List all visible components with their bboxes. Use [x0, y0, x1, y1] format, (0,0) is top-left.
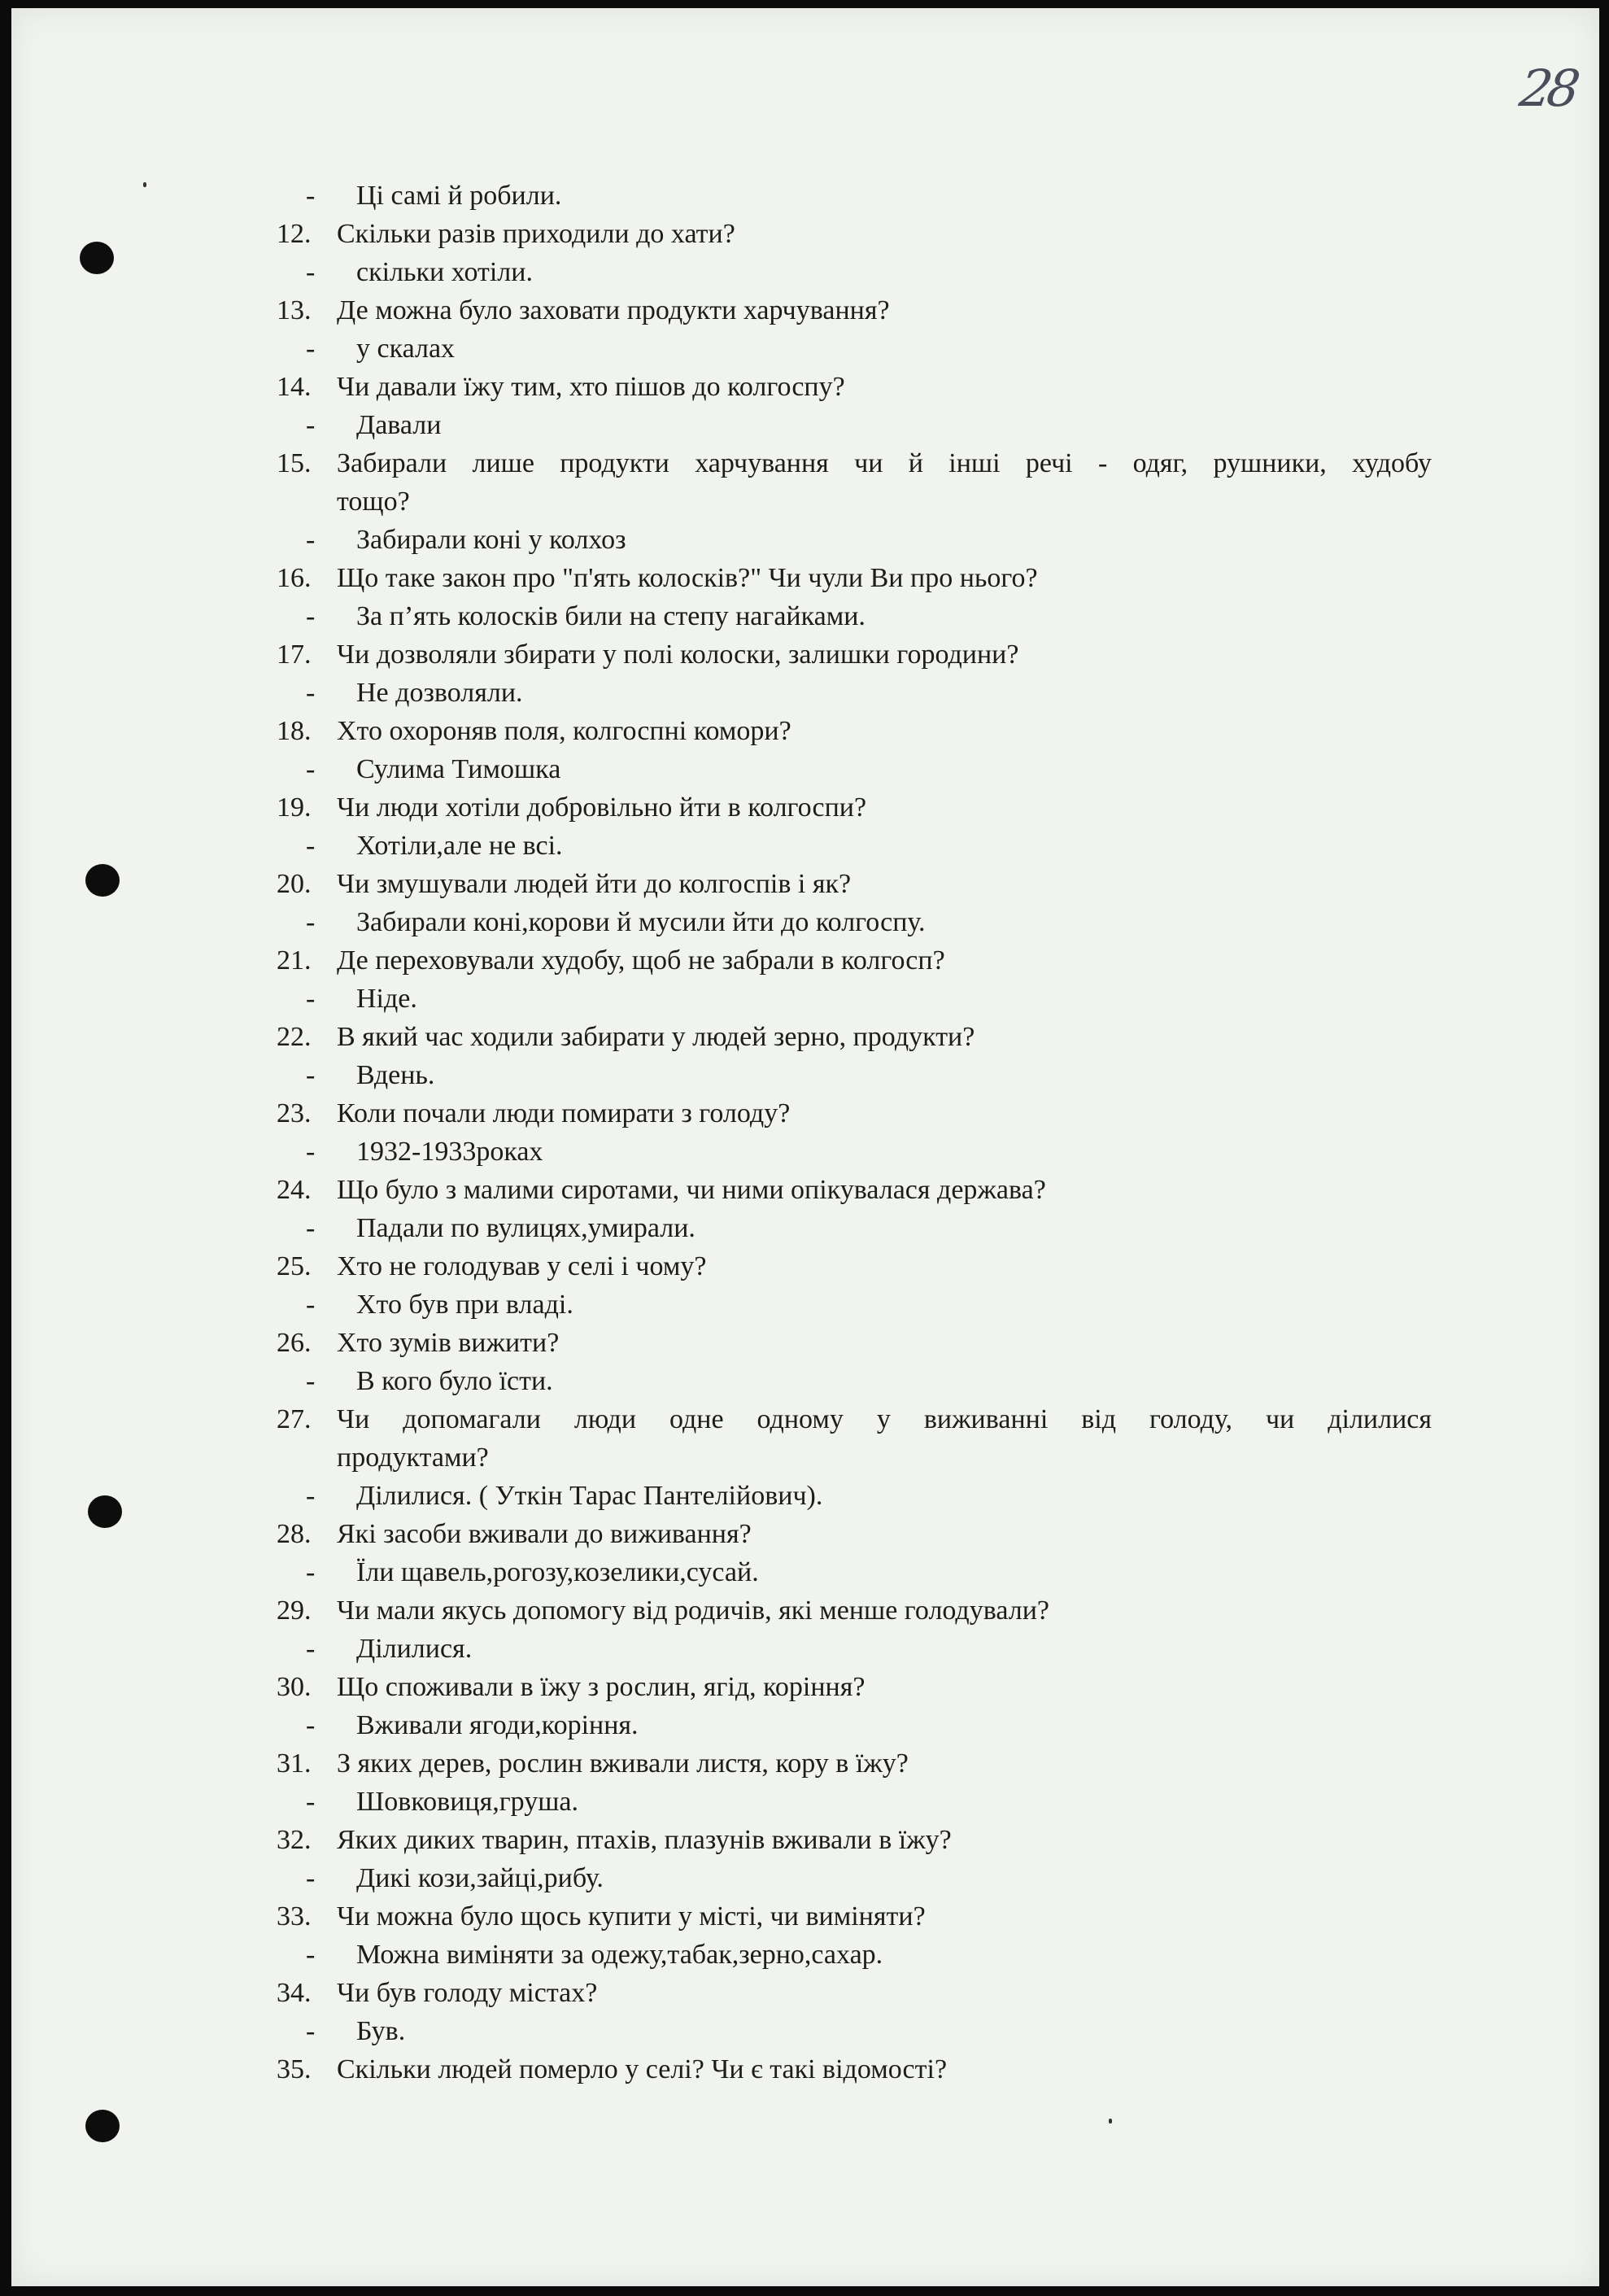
- question-line: [277, 865, 1432, 903]
- answer-dash: -: [306, 1863, 316, 1893]
- question-line: [277, 368, 1432, 406]
- punch-hole-2: [85, 864, 120, 897]
- answer-line: [277, 1133, 1432, 1171]
- question-line: [277, 2050, 1432, 2089]
- answer-line: [277, 1783, 1432, 1821]
- answer-dash: -: [306, 601, 316, 631]
- answer-dash: -: [306, 678, 316, 708]
- question-text: Чи люди хотіли добровільно йти в колгоспи?: [337, 792, 867, 823]
- question-number: 27.: [277, 1404, 312, 1434]
- answer-line: [277, 253, 1432, 291]
- answer-line: [277, 1859, 1432, 1897]
- question-number: 21.: [277, 945, 312, 976]
- question-number: 23.: [277, 1098, 312, 1128]
- answer-text: Не дозволяли.: [356, 678, 523, 708]
- answer-dash: -: [306, 410, 316, 440]
- question-number: 20.: [277, 869, 312, 899]
- question-number: 19.: [277, 792, 312, 823]
- question-number: 18.: [277, 716, 312, 746]
- question-text: Хто зумів вижити?: [337, 1328, 560, 1358]
- answer-dash: -: [306, 334, 316, 364]
- answer-dash: -: [306, 907, 316, 937]
- answer-line: [277, 330, 1432, 368]
- question-line: [277, 1591, 1432, 1630]
- question-text: Чи був голоду містах?: [337, 1978, 598, 2008]
- answer-dash: -: [306, 1060, 316, 1090]
- answer-line: [277, 1362, 1432, 1400]
- answer-dash: -: [306, 1557, 316, 1587]
- punch-hole-4: [85, 2110, 120, 2142]
- question-number: 17.: [277, 639, 312, 670]
- page-number: 28: [1515, 59, 1580, 118]
- answer-text: Падали по вулицях,умирали.: [356, 1213, 695, 1243]
- question-line: [277, 1324, 1432, 1362]
- answer-line: [277, 1477, 1432, 1515]
- answer-dash: -: [306, 1213, 316, 1243]
- answer-dash: -: [306, 2016, 316, 2046]
- question-line: [277, 559, 1432, 597]
- answer-line: [277, 1553, 1432, 1591]
- answer-line: [277, 1630, 1432, 1668]
- question-answer-list: [277, 177, 1432, 2089]
- question-number: 28.: [277, 1519, 312, 1549]
- answer-text: За п’ять колосків били на степу нагайками.: [356, 601, 866, 631]
- answer-line: [277, 597, 1432, 635]
- question-line: [277, 1400, 1432, 1477]
- answer-text: Хотіли,але не всі.: [356, 831, 563, 861]
- question-number: 16.: [277, 563, 312, 593]
- answer-text: Сулима Тимошка: [356, 754, 561, 784]
- answer-dash: -: [306, 831, 316, 861]
- answer-text: Їли щавель,рогозу,козелики,сусай.: [356, 1557, 759, 1587]
- question-text: Скільки людей померло у селі? Чи є такі відомості?: [337, 2054, 948, 2084]
- answer-dash: -: [306, 1634, 316, 1664]
- question-number: 14.: [277, 372, 312, 402]
- answer-text: В кого було їсти.: [356, 1366, 553, 1396]
- question-text: З яких дерев, рослин вживали листя, кору в їжу?: [337, 1748, 909, 1779]
- question-line: [277, 1897, 1432, 1936]
- question-text: Скільки разів приходили до хати?: [337, 219, 735, 249]
- answer-text: Дикі кози,зайці,рибу.: [356, 1863, 604, 1893]
- answer-text: Ніде.: [356, 984, 417, 1014]
- answer-line: [277, 674, 1432, 712]
- question-text: Чи давали їжу тим, хто пішов до колгоспу?: [337, 372, 845, 402]
- question-text: Хто охороняв поля, колгоспні комори?: [337, 716, 791, 746]
- question-line: [277, 1744, 1432, 1783]
- question-line: [277, 291, 1432, 330]
- question-line: [277, 444, 1432, 521]
- answer-text: Був.: [356, 2016, 406, 2046]
- question-line: [277, 1247, 1432, 1285]
- question-text: Де переховували худобу, щоб не забрали в колгосп?: [337, 945, 945, 976]
- question-text: Хто не голодував у селі і чому?: [337, 1251, 707, 1281]
- answer-dash: -: [306, 1137, 316, 1167]
- question-number: 35.: [277, 2054, 312, 2084]
- paper-speck: [1109, 2119, 1112, 2124]
- question-text: Де можна було заховати продукти харчування?: [337, 295, 890, 325]
- answer-dash: -: [306, 754, 316, 784]
- question-text: Чи змушували людей йти до колгоспів і як?: [337, 869, 852, 899]
- question-number: 29.: [277, 1595, 312, 1626]
- answer-text: Можна виміняти за одежу,табак,зерно,сахар.: [356, 1940, 883, 1970]
- question-line: [277, 215, 1432, 253]
- answer-dash: -: [306, 257, 316, 287]
- answer-text: Давали: [356, 410, 442, 440]
- answer-line: [277, 1706, 1432, 1744]
- question-number: 13.: [277, 295, 312, 325]
- answer-line: [277, 1285, 1432, 1324]
- question-text: Яких диких тварин, птахів, плазунів вживали в їжу?: [337, 1825, 952, 1855]
- answer-line: [277, 750, 1432, 788]
- punch-hole-3: [88, 1495, 122, 1528]
- answer-text: Забирали коні у колхоз: [356, 525, 626, 555]
- question-number: 31.: [277, 1748, 312, 1779]
- answer-dash: -: [306, 1366, 316, 1396]
- question-text: Чи допомагали люди одне одному у виживанні від голоду, чи ділилися: [337, 1404, 1432, 1434]
- question-text: Які засоби вживали до виживання?: [337, 1519, 752, 1549]
- question-text: В який час ходили забирати у людей зерно, продукти?: [337, 1022, 975, 1052]
- answer-text: 1932-1933роках: [356, 1137, 543, 1167]
- question-text: Що таке закон про "п'ять колосків?" Чи чули Ви про нього?: [337, 563, 1038, 593]
- answer-line: [277, 406, 1432, 444]
- answer-dash: -: [306, 1787, 316, 1817]
- answer-line: [277, 2012, 1432, 2050]
- answer-dash: -: [306, 1481, 316, 1511]
- answer-text: Ділилися.: [356, 1634, 473, 1664]
- answer-text: Забирали коні,корови й мусили йти до колгоспу.: [356, 907, 926, 937]
- question-number: 25.: [277, 1251, 312, 1281]
- question-line: [277, 1094, 1432, 1133]
- question-line: [277, 1821, 1432, 1859]
- answer-text: скільки хотіли.: [356, 257, 533, 287]
- answer-dash: -: [306, 1290, 316, 1320]
- question-number: 33.: [277, 1901, 312, 1932]
- answer-text: Ділилися. ( Уткін Тарас Пантелійович).: [356, 1481, 823, 1511]
- question-line: [277, 1515, 1432, 1553]
- answer-text: Вдень.: [356, 1060, 435, 1090]
- answer-text: Ці самі й робили.: [356, 181, 562, 211]
- answer-line: [277, 827, 1432, 865]
- question-line: [277, 1974, 1432, 2012]
- question-text: Чи дозволяли збирати у полі колоски, залишки городини?: [337, 639, 1019, 670]
- answer-dash: -: [306, 1710, 316, 1740]
- answer-dash: -: [306, 1940, 316, 1970]
- question-number: 32.: [277, 1825, 312, 1855]
- question-line: [277, 1668, 1432, 1706]
- question-number: 26.: [277, 1328, 312, 1358]
- question-number: 34.: [277, 1978, 312, 2008]
- answer-line: [277, 1056, 1432, 1094]
- answer-line: [277, 521, 1432, 559]
- question-line: [277, 712, 1432, 750]
- answer-dash: -: [306, 525, 316, 555]
- question-text-continuation: продуктами?: [337, 1443, 489, 1473]
- answer-text: Шовковиця,груша.: [356, 1787, 578, 1817]
- answer-text: у скалах: [356, 334, 456, 364]
- question-line: [277, 941, 1432, 980]
- question-text: Чи можна було щось купити у місті, чи виміняти?: [337, 1901, 926, 1932]
- answer-dash: -: [306, 181, 316, 211]
- question-number: 15.: [277, 448, 312, 478]
- question-text: Що споживали в їжу з рослин, ягід, коріння?: [337, 1672, 866, 1702]
- paper-speck: [143, 182, 146, 187]
- answer-line: [277, 1209, 1432, 1247]
- punch-hole-1: [80, 242, 114, 274]
- question-text: Що було з малими сиротами, чи ними опікувалася держава?: [337, 1175, 1046, 1205]
- answer-text: Вживали ягоди,коріння.: [356, 1710, 639, 1740]
- question-line: [277, 635, 1432, 674]
- answer-line: [277, 177, 1432, 215]
- question-number: 22.: [277, 1022, 312, 1052]
- question-line: [277, 1018, 1432, 1056]
- answer-dash: -: [306, 984, 316, 1014]
- question-number: 24.: [277, 1175, 312, 1205]
- answer-line: [277, 1936, 1432, 1974]
- question-text: Коли почали люди помирати з голоду?: [337, 1098, 791, 1128]
- question-number: 12.: [277, 219, 312, 249]
- question-line: [277, 788, 1432, 827]
- answer-line: [277, 903, 1432, 941]
- answer-text: Хто був при владі.: [356, 1290, 573, 1320]
- question-text-continuation: тощо?: [337, 487, 410, 517]
- question-text: Чи мали якусь допомогу від родичів, які менше голодували?: [337, 1595, 1049, 1626]
- question-number: 30.: [277, 1672, 312, 1702]
- answer-line: [277, 980, 1432, 1018]
- question-text: Забирали лише продукти харчування чи й інші речі - одяг, рушники, худобу: [337, 448, 1432, 478]
- question-line: [277, 1171, 1432, 1209]
